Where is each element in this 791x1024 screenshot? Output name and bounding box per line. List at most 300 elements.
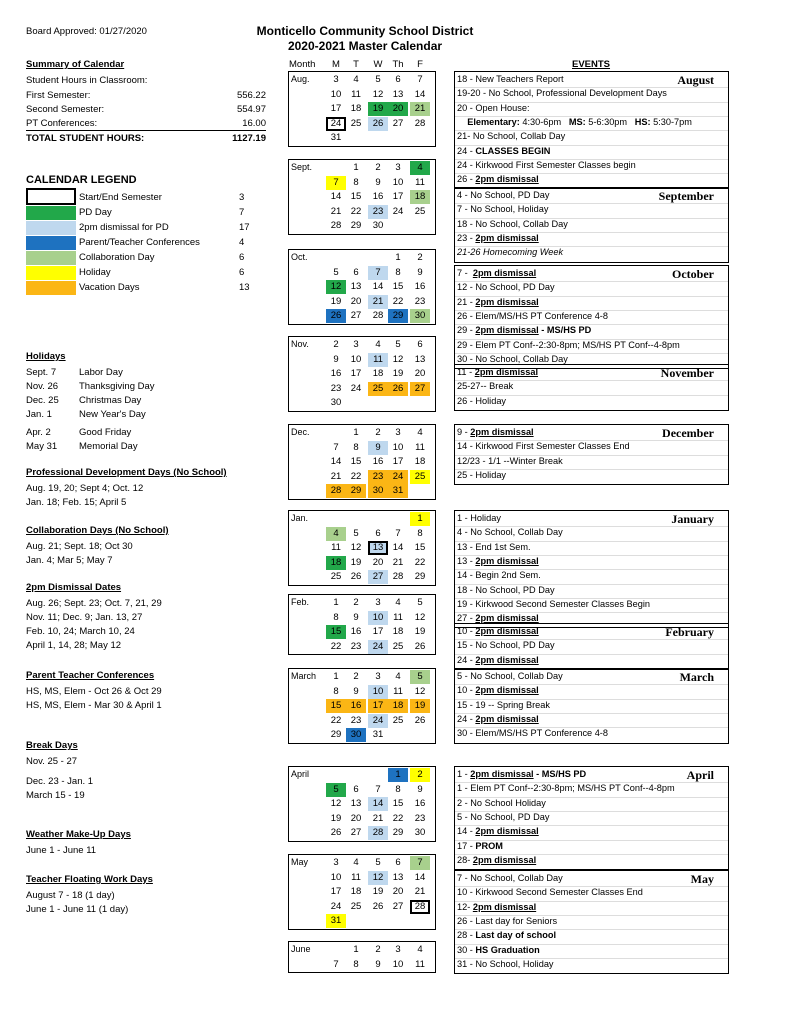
- day-cell: 8: [333, 612, 339, 623]
- event-line: [457, 655, 539, 665]
- event-line: [457, 354, 568, 364]
- event-line-divider: [455, 203, 728, 204]
- legend-swatch: [26, 221, 76, 235]
- day-cell: 28: [372, 310, 384, 321]
- event-text: 2pm dismissal: [475, 626, 539, 636]
- section-line: Feb. 10, 24; March 10, 24: [26, 626, 135, 637]
- summary-value: 554.97: [236, 104, 266, 115]
- day-cell: 30: [372, 220, 384, 231]
- event-text: 7 - No School, Holiday: [457, 204, 549, 214]
- day-cell: 16: [330, 368, 342, 379]
- day-cell: 25: [330, 571, 342, 582]
- holiday-name: Good Friday: [79, 427, 132, 438]
- event-block: [454, 265, 729, 369]
- holiday-date: Nov. 26: [26, 381, 59, 392]
- event-month-label: September: [658, 189, 714, 203]
- event-line: [457, 340, 680, 350]
- event-text: 18 - No School, PD Day: [457, 585, 555, 595]
- day-cell: 19: [410, 699, 430, 713]
- event-text: 2pm dismissal: [475, 685, 539, 695]
- event-text: 4 - No School, PD Day: [457, 190, 550, 200]
- event-text: 2pm dismissal: [475, 714, 539, 724]
- month-block: [288, 71, 436, 147]
- event-line: [457, 585, 555, 595]
- event-line-divider: [455, 944, 728, 945]
- day-cell: 29: [346, 484, 366, 498]
- day-cell: 17: [330, 103, 342, 114]
- event-text: 2pm dismissal: [472, 855, 537, 865]
- section-heading: Teacher Floating Work Days: [26, 874, 153, 885]
- event-line: [457, 527, 563, 537]
- section-line: August 7 - 18 (1 day): [26, 890, 115, 901]
- event-text: 2pm dismissal: [470, 427, 534, 437]
- day-cell: 25: [414, 206, 426, 217]
- event-month-label: April: [686, 768, 714, 782]
- summary-label: TOTAL STUDENT HOURS:: [26, 133, 145, 144]
- event-text: 12 - No School, PD Day: [457, 282, 555, 292]
- legend-label: Holiday: [79, 267, 111, 278]
- legend-swatch: [26, 251, 76, 265]
- day-cell: 14: [330, 191, 342, 202]
- month-label: Feb.: [291, 597, 310, 607]
- event-text: MS:: [568, 117, 589, 127]
- event-line-divider: [455, 440, 728, 441]
- holiday-date: Sept. 7: [26, 367, 57, 378]
- summary-value: 16.00: [242, 118, 266, 129]
- event-text: 1 - Holiday: [457, 513, 501, 523]
- event-text: 9 -: [457, 427, 471, 437]
- event-month-label: November: [660, 366, 714, 380]
- day-cell: 13: [368, 541, 388, 555]
- event-line: [457, 714, 539, 724]
- event-text: 4 - No School, Collab Day: [457, 527, 563, 537]
- event-text: 2 - No School Holiday: [457, 798, 546, 808]
- summary-value: 556.22: [236, 90, 266, 101]
- column-header: M: [332, 59, 340, 70]
- event-text: 24 -: [457, 714, 476, 724]
- event-line-divider: [455, 246, 728, 247]
- event-line-divider: [455, 727, 728, 728]
- day-cell: 25: [368, 382, 388, 396]
- day-cell: 29: [392, 827, 404, 838]
- section-line: Aug. 21; Sept. 18; Oct 30: [26, 541, 133, 552]
- event-line: [457, 769, 586, 779]
- day-cell: 10: [368, 685, 388, 699]
- event-text: 13 -: [457, 556, 476, 566]
- day-cell: 15: [326, 625, 346, 639]
- day-cell: 3: [395, 162, 401, 173]
- holiday-name: Memorial Day: [79, 441, 138, 452]
- day-cell: 4: [410, 161, 430, 175]
- day-cell: 20: [392, 886, 404, 897]
- day-cell: 14: [392, 542, 404, 553]
- event-text: Elementary:: [457, 117, 523, 127]
- day-cell: 20: [388, 102, 408, 116]
- day-cell: 7: [417, 74, 423, 85]
- event-text: 25-27-- Break: [457, 381, 514, 391]
- event-month-label: January: [671, 512, 714, 526]
- event-line: [457, 887, 643, 897]
- day-cell: 19: [372, 886, 384, 897]
- day-cell: 12: [368, 871, 388, 885]
- day-cell: 24: [326, 117, 346, 131]
- section-line: HS, MS, Elem - Oct 26 & Oct 29: [26, 686, 162, 697]
- day-cell: 8: [353, 177, 359, 188]
- day-cell: 19: [392, 368, 404, 379]
- legend-label: Start/End Semester: [79, 192, 162, 203]
- day-cell: 23: [330, 383, 342, 394]
- day-cell: 26: [414, 641, 426, 652]
- holiday-name: Labor Day: [79, 367, 123, 378]
- day-cell: 7: [333, 959, 339, 970]
- event-line-divider: [455, 684, 728, 685]
- event-line-divider: [455, 353, 728, 354]
- day-cell: 9: [333, 354, 339, 365]
- event-text: 21- No School, Collab Day: [457, 131, 566, 141]
- day-cell: 16: [414, 281, 426, 292]
- day-cell: 10: [392, 442, 404, 453]
- day-cell: 29: [350, 220, 362, 231]
- legend-count: 6: [239, 267, 245, 278]
- day-cell: 13: [414, 354, 426, 365]
- calendar-title: 2020-2021 Master Calendar: [287, 39, 443, 53]
- event-text: 1 -: [457, 769, 471, 779]
- day-cell: 2: [375, 944, 381, 955]
- event-line-divider: [455, 87, 728, 88]
- event-line: [457, 812, 549, 822]
- day-cell: 9: [375, 959, 381, 970]
- day-cell: 12: [330, 798, 342, 809]
- legend-count: 7: [239, 207, 245, 218]
- day-cell: 23: [414, 296, 426, 307]
- legend-count: 13: [239, 282, 250, 293]
- day-cell: 17: [392, 456, 404, 467]
- event-line: [457, 685, 539, 695]
- holiday-name: Christmas Day: [79, 395, 142, 406]
- event-text: 26 -: [457, 174, 476, 184]
- day-cell: 12: [326, 280, 346, 294]
- section-line: March 15 - 19: [26, 790, 85, 801]
- day-cell: 5: [410, 670, 430, 684]
- events-heading: EVENTS: [572, 59, 611, 70]
- event-line: [457, 613, 539, 623]
- day-cell: 2: [417, 252, 423, 263]
- month-block: [288, 336, 436, 412]
- month-block: [288, 594, 436, 655]
- day-cell: 28: [410, 900, 430, 914]
- day-cell: 31: [388, 484, 408, 498]
- event-text: HS:: [634, 117, 654, 127]
- day-cell: 13: [392, 872, 404, 883]
- month-block: [288, 159, 436, 235]
- section-line: Nov. 25 - 27: [26, 756, 78, 767]
- day-cell: 23: [368, 470, 388, 484]
- day-cell: 2: [375, 427, 381, 438]
- day-cell: 24: [368, 714, 388, 728]
- day-cell: 23: [368, 205, 388, 219]
- event-text: 7 - No School, Collab Day: [457, 873, 563, 883]
- event-text: 2pm dismissal: [475, 556, 539, 566]
- day-cell: 22: [350, 471, 362, 482]
- summary-label: PT Conferences:: [26, 118, 98, 129]
- holiday-name: Thanksgiving Day: [79, 381, 155, 392]
- day-cell: 16: [346, 699, 366, 713]
- day-cell: 12: [372, 89, 384, 100]
- day-cell: 23: [350, 715, 362, 726]
- column-header: T: [353, 59, 359, 70]
- event-text: 28-: [457, 855, 473, 865]
- event-text: 1 - Elem PT Conf--2:30-8pm; MS/HS PT Conf--4-8pm: [457, 783, 675, 793]
- event-text: 2pm dismissal: [472, 268, 537, 278]
- legend-count: 6: [239, 252, 245, 263]
- event-line-divider: [455, 455, 728, 456]
- day-cell: 14: [414, 89, 426, 100]
- day-cell: 4: [395, 597, 401, 608]
- day-cell: 30: [330, 397, 342, 408]
- event-line-divider: [455, 639, 728, 640]
- day-cell: 17: [350, 368, 362, 379]
- event-text: 13 - End 1st Sem.: [457, 542, 531, 552]
- event-text: 7 -: [457, 268, 473, 278]
- day-cell: 7: [395, 528, 401, 539]
- legend-swatch: [26, 236, 76, 250]
- event-text: 18 - No School, Collab Day: [457, 219, 568, 229]
- day-cell: 18: [372, 368, 384, 379]
- event-line-divider: [455, 782, 728, 783]
- event-line: [457, 945, 540, 955]
- event-text: 12/23 - 1/1 --Winter Break: [457, 456, 563, 466]
- legend-label: Vacation Days: [79, 282, 140, 293]
- section-line: Jan. 4; Mar 5; May 7: [26, 555, 113, 566]
- event-block: [454, 71, 729, 189]
- event-text: 30 - Elem/MS/HS PT Conference 4-8: [457, 728, 608, 738]
- day-cell: 4: [353, 74, 359, 85]
- day-cell: 18: [350, 103, 362, 114]
- legend-label: PD Day: [79, 207, 112, 218]
- event-text: 5-6:30pm: [588, 117, 635, 127]
- day-cell: 2: [333, 339, 339, 350]
- day-cell: 17: [368, 699, 388, 713]
- event-line: [457, 513, 501, 523]
- event-text: 2pm dismissal: [475, 174, 539, 184]
- day-cell: 1: [353, 162, 359, 173]
- day-cell: 3: [375, 671, 381, 682]
- event-line-divider: [455, 569, 728, 570]
- month-block: [288, 668, 436, 744]
- day-cell: 31: [330, 132, 342, 143]
- month-block: [288, 941, 436, 973]
- day-cell: 26: [326, 309, 346, 323]
- event-text: 23 -: [457, 233, 476, 243]
- event-line: [457, 233, 539, 243]
- event-line: [457, 88, 667, 98]
- day-cell: 11: [351, 872, 361, 883]
- event-line-divider: [455, 541, 728, 542]
- day-cell: 14: [368, 797, 388, 811]
- day-cell: 21: [368, 295, 388, 309]
- day-cell: 4: [417, 944, 423, 955]
- day-cell: 8: [353, 442, 359, 453]
- event-text: 2pm dismissal: [475, 613, 539, 623]
- day-cell: 2: [353, 597, 359, 608]
- legend-swatch: [26, 188, 76, 205]
- day-cell: 6: [353, 784, 359, 795]
- event-line: [457, 219, 568, 229]
- day-cell: 7: [326, 176, 346, 190]
- event-line-divider: [455, 296, 728, 297]
- day-cell: 10: [330, 89, 342, 100]
- event-text: 10 -: [457, 626, 476, 636]
- day-cell: 5: [353, 528, 359, 539]
- event-line: [457, 570, 541, 580]
- event-line: [457, 74, 564, 84]
- event-line: [457, 959, 554, 969]
- section-heading: Break Days: [26, 740, 78, 751]
- day-cell: 15: [392, 798, 404, 809]
- day-cell: 1: [388, 768, 408, 782]
- day-cell: 6: [395, 857, 401, 868]
- month-label: June: [291, 944, 311, 954]
- month-block: [288, 510, 436, 586]
- day-cell: 4: [326, 527, 346, 541]
- holiday-name: New Year's Day: [79, 409, 146, 420]
- day-cell: 11: [415, 959, 425, 970]
- event-line: [457, 456, 563, 466]
- event-line: [457, 247, 563, 257]
- event-block: [454, 510, 729, 628]
- event-text: 2pm dismissal: [475, 233, 539, 243]
- holidays-heading: Holidays: [26, 351, 66, 362]
- month-label: Aug.: [291, 74, 310, 84]
- day-cell: 2: [353, 671, 359, 682]
- summary-row: [26, 90, 266, 103]
- day-cell: 6: [375, 528, 381, 539]
- day-cell: 5: [375, 74, 381, 85]
- legend-label: Parent/Teacher Conferences: [79, 237, 200, 248]
- day-cell: 17: [392, 191, 404, 202]
- event-line-divider: [455, 598, 728, 599]
- event-text: 24 -: [457, 655, 476, 665]
- event-line: [457, 599, 650, 609]
- event-text: 30 - No School, Collab Day: [457, 354, 568, 364]
- event-line-divider: [455, 526, 728, 527]
- summary-row: [26, 75, 266, 88]
- day-cell: 4: [417, 427, 423, 438]
- day-cell: 21: [330, 471, 342, 482]
- event-text: PROM: [475, 841, 503, 851]
- day-cell: 13: [350, 281, 362, 292]
- event-line-divider: [455, 159, 728, 160]
- summary-value: 1127.19: [232, 133, 266, 144]
- event-text: 2pm dismissal: [474, 367, 539, 377]
- day-cell: 25: [350, 118, 362, 129]
- day-cell: 8: [417, 528, 423, 539]
- day-cell: 12: [392, 354, 404, 365]
- event-line: [457, 640, 555, 650]
- day-cell: 26: [414, 715, 426, 726]
- section-line: April 1, 14, 28; May 12: [26, 640, 122, 651]
- day-cell: 5: [417, 597, 423, 608]
- day-cell: 5: [333, 267, 339, 278]
- legend-swatch: [26, 281, 76, 295]
- day-cell: 4: [375, 339, 381, 350]
- event-line: [457, 146, 550, 156]
- section-heading: Weather Make-Up Days: [26, 829, 131, 840]
- event-text: - MS/HS PD: [538, 325, 592, 335]
- section-line: Aug. 19, 20; Sept 4; Oct. 12: [26, 483, 144, 494]
- event-text: 5 - No School, Collab Day: [457, 671, 563, 681]
- column-header: F: [417, 59, 423, 70]
- day-cell: 20: [372, 557, 384, 568]
- event-text: 25 - Holiday: [457, 470, 507, 480]
- event-text: 29 -: [457, 325, 476, 335]
- day-cell: 22: [350, 206, 362, 217]
- day-cell: 18: [326, 556, 346, 570]
- month-block: [288, 766, 436, 842]
- day-cell: 1: [410, 512, 430, 526]
- day-cell: 9: [417, 267, 423, 278]
- event-text: 26 - Holiday: [457, 396, 507, 406]
- event-text: 21-26 Homecoming Week: [457, 247, 564, 257]
- event-text: 10 - Kirkwood Second Semester Classes End: [457, 887, 643, 897]
- month-label: Sept.: [291, 162, 313, 172]
- day-cell: 3: [353, 339, 359, 350]
- event-text: 28 -: [457, 930, 476, 940]
- holiday-date: May 31: [26, 441, 58, 452]
- event-text: 14 -: [457, 826, 476, 836]
- legend-label: Collaboration Day: [79, 252, 155, 263]
- day-cell: 31: [326, 914, 346, 928]
- event-text: 29 - Elem PT Conf--2:30-8pm; MS/HS PT Conf--4-8pm: [457, 340, 680, 350]
- day-cell: 21: [414, 886, 426, 897]
- day-cell: 30: [410, 309, 430, 323]
- day-cell: 29: [414, 571, 426, 582]
- event-line: [457, 916, 557, 926]
- event-line: [457, 268, 536, 278]
- day-cell: 22: [392, 813, 404, 824]
- event-text: 15 - No School, PD Day: [457, 640, 555, 650]
- day-cell: 15: [392, 281, 404, 292]
- day-cell: 10: [392, 177, 404, 188]
- day-cell: 14: [372, 281, 384, 292]
- day-cell: 3: [395, 427, 401, 438]
- day-cell: 10: [350, 354, 362, 365]
- day-cell: 28: [392, 571, 404, 582]
- day-cell: 4: [395, 671, 401, 682]
- event-line: [457, 160, 636, 170]
- day-cell: 9: [353, 686, 359, 697]
- day-cell: 18: [388, 699, 408, 713]
- event-text: 26 - Last day for Seniors: [457, 916, 558, 926]
- event-line: [457, 626, 539, 636]
- event-line: [457, 204, 548, 214]
- day-cell: 22: [330, 715, 342, 726]
- day-cell: 8: [333, 686, 339, 697]
- summary-label: Student Hours in Classroom:: [26, 75, 148, 86]
- event-line-divider: [455, 699, 728, 700]
- summary-label: First Semester:: [26, 90, 91, 101]
- day-cell: 28: [368, 826, 388, 840]
- event-line: [457, 873, 563, 883]
- day-cell: 24: [392, 206, 404, 217]
- day-cell: 3: [333, 857, 339, 868]
- day-cell: 21: [392, 557, 404, 568]
- day-cell: 19: [330, 296, 342, 307]
- event-line: [457, 441, 630, 451]
- day-cell: 12: [414, 686, 426, 697]
- legend-heading: CALENDAR LEGEND: [26, 174, 137, 186]
- month-block: [288, 854, 436, 930]
